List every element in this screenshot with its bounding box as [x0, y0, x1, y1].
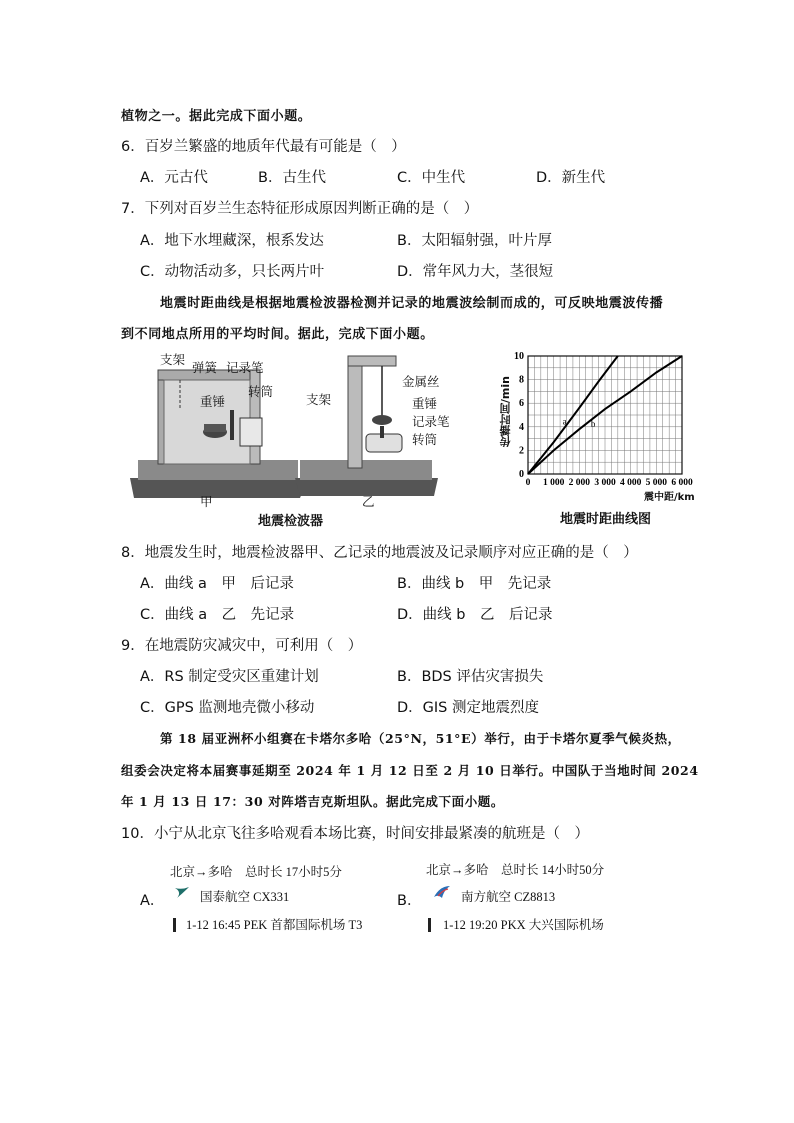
chart-x-tick-label: 1 000 — [542, 478, 565, 488]
cathay-pacific-logo-icon — [174, 884, 190, 900]
q9-option-d: D．GIS 测定地震烈度 — [397, 700, 539, 716]
label-zhijia-jia: 支架 — [160, 352, 186, 367]
chart-y-tick-label: 0 — [519, 469, 524, 480]
q10-a-detail: 1-12 16:45 PEK 首都国际机场 T3 — [186, 918, 363, 932]
passage-3-line-2: 组委会决定将本届赛事延期至 2024 年 1 月 12 日至 2 月 10 日举行。中国队于当地时间 2024 — [121, 763, 699, 778]
question-8-stem: 8．地震发生时，地震检波器甲、乙记录的地震波及记录顺序对应正确的是（ ） — [121, 545, 638, 561]
chart-y-tick-label: 2 — [519, 445, 524, 457]
chart-x-tick-label: 0 — [525, 478, 531, 488]
passage-intro-tail: 植物之一。据此完成下面小题。 — [121, 109, 312, 124]
q7-option-c: C．动物活动多，只长两片叶 — [140, 264, 325, 280]
q10-a-airline: 国泰航空 CX331 — [200, 890, 290, 904]
label-zhuantong-jia: 转筒 — [248, 384, 274, 399]
seismograph-illustration — [120, 348, 450, 528]
q8-option-a: A．曲线 a 甲 后记录 — [140, 576, 294, 592]
chart-x-tick-label: 2 000 — [568, 478, 591, 488]
q10-a-marker — [173, 918, 176, 932]
q10-option-a-letter: A． — [140, 893, 165, 909]
question-6-stem: 6．百岁兰繁盛的地质年代最有可能是（ ） — [121, 139, 406, 155]
label-tanhuang: 弹簧 — [192, 360, 218, 375]
passage-3-line-1: 第 18 届亚洲杯小组赛在卡塔尔多哈（25°N，51°E）举行，由于卡塔尔夏季气候炎热， — [160, 731, 681, 746]
seismograph-figure — [120, 348, 450, 528]
q8-option-d: D．曲线 b 乙 后记录 — [397, 607, 553, 623]
chart-y-axis-label: 传播时间/min — [499, 376, 512, 448]
label-jia: 甲 — [200, 494, 213, 509]
chart-y-tick-label: 8 — [519, 374, 524, 386]
chart-y-tick-label: 10 — [514, 351, 524, 362]
label-yi: 乙 — [362, 494, 375, 509]
chart-y-tick-label: 4 — [519, 421, 524, 433]
passage-2-line-2: 到不同地点所用的平均时间。据此，完成下面小题。 — [121, 327, 434, 342]
label-jilubi-jia: 记录笔 — [226, 360, 264, 375]
chart-x-tick-label: 5 000 — [645, 478, 668, 488]
question-7-stem: 7．下列对百岁兰生态特征形成原因判断正确的是（ ） — [121, 201, 479, 217]
q6-option-b: B．古生代 — [258, 170, 326, 186]
question-9-stem: 9．在地震防灾减灾中，可利用（ ） — [121, 638, 363, 654]
q6-option-d: D．新生代 — [536, 170, 606, 186]
chart-x-tick-label: 4 000 — [619, 478, 642, 488]
q8-option-b: B．曲线 b 甲 先记录 — [397, 576, 552, 592]
chart-plot-area — [490, 346, 710, 496]
seismograph-jia — [130, 370, 308, 498]
q9-option-b: B．BDS 评估灾害损失 — [397, 669, 544, 685]
passage-3-line-3: 年 1 月 13 日 17：30 对阵塔吉克斯坦队。据此完成下面小题。 — [121, 794, 504, 809]
q10-b-marker — [428, 918, 431, 932]
q9-option-c: C．GPS 监测地壳微小移动 — [140, 700, 315, 716]
q10-b-detail: 1-12 19:20 PKX 大兴国际机场 — [443, 918, 604, 932]
q9-option-a: A．RS 制定受灾区重建计划 — [140, 669, 319, 685]
china-southern-logo-icon — [432, 884, 452, 900]
chart-curve-label-a: a — [562, 416, 567, 427]
q7-option-b: B．太阳辐射强，叶片厚 — [397, 233, 552, 249]
time-distance-chart — [490, 346, 710, 530]
q10-a-route: 北京→多哈 总时长 17小时5分 — [170, 865, 342, 879]
chart-curve-label-b: b — [590, 418, 596, 429]
label-jinshusi: 金属丝 — [402, 374, 440, 389]
passage-2-line-1: 地震时距曲线是根据地震检波器检测并记录的地震波绘制而成的，可反映地震波传播 — [160, 296, 664, 311]
chart-y-tick-label: 6 — [519, 398, 524, 410]
q10-option-b-letter: B． — [397, 893, 422, 909]
label-zhongchui-yi: 重锤 — [412, 396, 438, 411]
chart-x-tick-label: 6 000 — [671, 478, 693, 488]
label-zhijia-yi: 支架 — [306, 392, 332, 407]
chart-x-tick-label: 3 000 — [594, 478, 616, 488]
chart-x-axis-label: 震中距/km — [644, 492, 695, 503]
label-jilubi-yi: 记录笔 — [412, 414, 450, 429]
q6-option-c: C．中生代 — [397, 170, 466, 186]
label-zhongchui-jia: 重锤 — [200, 394, 226, 409]
q10-b-route: 北京→多哈 总时长 14小时50分 — [426, 863, 605, 877]
q7-option-d: D．常年风力大，茎很短 — [397, 264, 554, 280]
label-zhuantong-yi: 转筒 — [412, 432, 438, 447]
q7-option-a: A．地下水埋藏深，根系发达 — [140, 233, 324, 249]
q10-b-airline: 南方航空 CZ8813 — [461, 890, 556, 904]
q8-option-c: C．曲线 a 乙 先记录 — [140, 607, 295, 623]
question-10-stem: 10．小宁从北京飞往多哈观看本场比赛，时间安排最紧凑的航班是（ ） — [121, 826, 589, 842]
q6-option-a: A．元古代 — [140, 170, 208, 186]
seismograph-caption: 地震检波器 — [258, 514, 324, 529]
chart-title: 地震时距曲线图 — [560, 512, 652, 527]
